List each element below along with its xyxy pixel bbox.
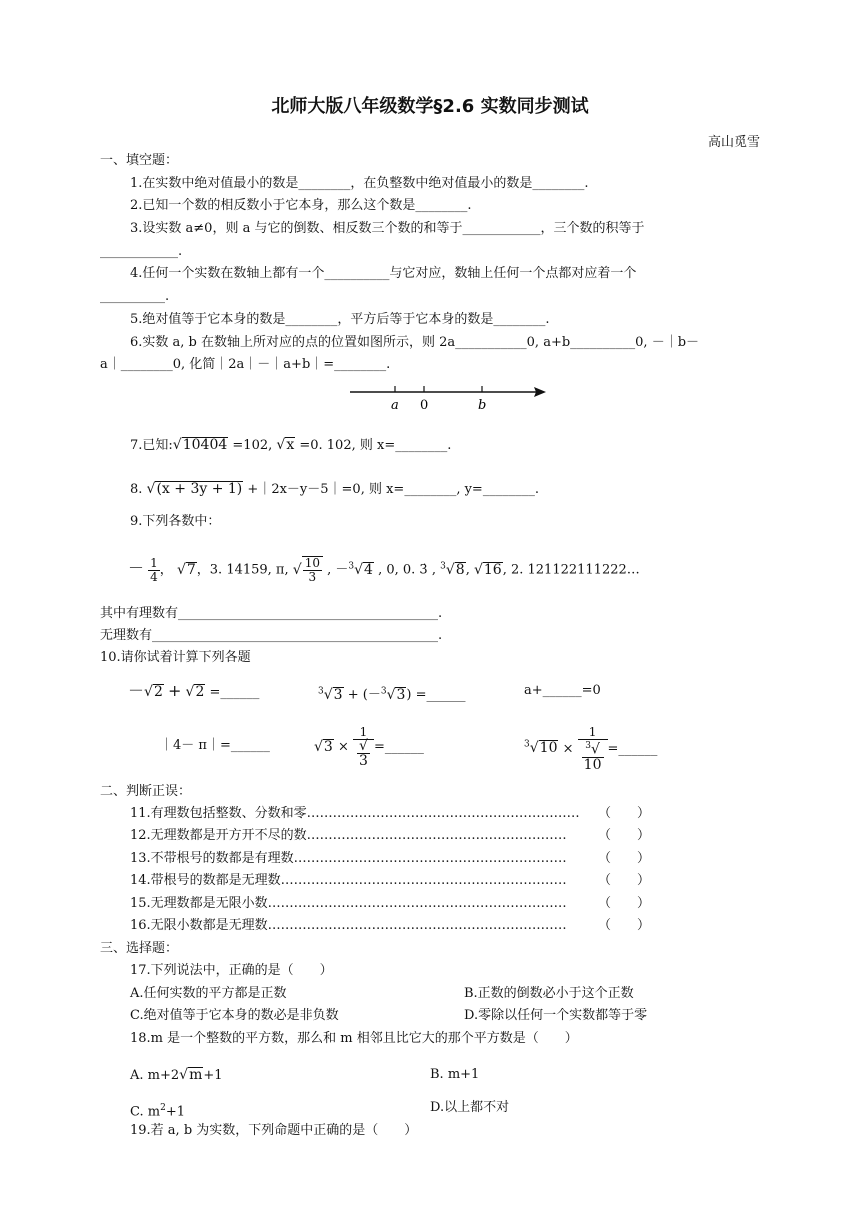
q9-sqrt-16: 16 [483,561,502,578]
true-false-item: 16.无限小数都是无理数…………………………………………………………… [130,918,567,933]
question-6: 6.实数 a, b 在数轴上所对应的点的位置如图所示，则 2a___________0, a+b__________0, －｜b－ [130,335,700,350]
answer-bracket[interactable]: （ ） [598,918,651,933]
q9-fraction-quarter: $\frac{1}{4}$ [150,555,158,584]
q8-radicand: (x + 3y + 1) [156,481,243,497]
question-17: 17.下列说法中，正确的是（ ） [130,963,333,978]
question-4-cont: __________. [100,289,170,304]
answer-bracket[interactable]: （ ） [598,806,651,821]
q7-radicand-2: x [286,437,295,453]
label-a: a [391,398,399,413]
question-19: 19.若 a, b 为实数，下列命题中正确的是（ ） [130,1123,418,1138]
q9-irrational-line: 无理数有____________________________________________. [100,628,443,643]
q10-expr-2: $^3$√3 + (－$^3$√3) =______ [318,686,466,703]
true-false-item: 13.不带根号的数都是有理数……………………………………………………… [130,851,567,866]
author: 高山觅雪 [707,135,760,150]
question-3: 3.设实数 a≠0，则 a 与它的倒数、相反数三个数的和等于____________，三个数的积等于 [130,221,645,236]
q9-sqrt-frac: $\frac{10}{3}$ [302,556,323,584]
q10-expr-1: －√2 + √2 =______ [128,681,260,700]
label-b: b [478,398,487,413]
question-7: 7.已知:√10404 =102, √x =0. 102, 则 x=________. [130,437,452,453]
q10-expr-3: a+______=0 [524,683,601,698]
question-1: 1.在实数中绝对值最小的数是________，在负整数中绝对值最小的数是________. [130,176,589,191]
question-5: 5.绝对值等于它本身的数是________，平方后等于它本身的数是________. [130,312,550,327]
q9-cbrt-8: 8 [455,561,465,578]
q9-cbrt-4: 4 [364,561,373,578]
q9-mid: , 0, 0. 3̇ , [378,562,436,578]
answer-bracket[interactable]: （ ） [598,873,651,888]
q18-option-b: B. m+1 [430,1067,480,1082]
q9-pi-part: ，3. 14159, π, [196,562,289,578]
q17-option-a: A.任何实数的平方都是正数 [130,986,287,1001]
q17-option-b: B.正数的倒数必小于这个正数 [464,986,634,1001]
question-8: 8. √(x + 3y + 1) +｜2x－y－5｜=0, 则 x=________, y=________. [130,481,539,497]
q9-cbrt4-pre: , － [327,562,349,578]
q17-option-c: C.绝对值等于它本身的数必是非负数 [130,1008,339,1023]
true-false-item: 11.有理数包括整数、分数和零……………………………………………………… [130,806,580,821]
q7-mid: =102, [232,438,273,453]
q18-option-a: A. m+2√m+1 [130,1067,223,1083]
q17-option-d: D.零除以任何一个实数都等于零 [464,1008,648,1023]
section-fill-in: 一、填空题： [100,153,179,168]
question-9: 9.下列各数中： [130,514,221,529]
label-zero: 0 [420,398,429,413]
question-4: 4.任何一个实数在数轴上都有一个__________与它对应，数轴上任何一个点都对应着一个 [130,266,637,281]
question-3-cont: ____________. [100,244,183,259]
q18-option-d: D.以上都不对 [430,1100,510,1115]
question-18: 18.m 是一个整数的平方数，那么和 m 相邻且比它大的那个平方数是（ ） [130,1031,578,1046]
q7-suffix: =0. 102, 则 x=________. [299,438,452,453]
answer-bracket[interactable]: （ ） [598,896,651,911]
true-false-item: 12.无理数都是开方开不尽的数…………………………………………………… [130,828,567,843]
page-title: 北师大版八年级数学§2.6 实数同步测试 [271,96,589,117]
q9-number-list: － $\frac{1}{4}$ ， √7，3. 14159, π, √ $\frac{10}{3}$ , －$^3$√4 , 0, 0. 3̇ , $^3$√8, √16, 2. 121122111222… [128,555,640,584]
q18-option-c: C. $m^2+1$ [130,1103,185,1120]
q8-suffix: +｜2x－y－5｜=0, 则 x=________, y=________. [247,482,539,497]
q10-expr-4: ｜4－ π｜=______ [160,738,270,753]
answer-bracket[interactable]: （ ） [598,828,651,843]
question-6-cont: a｜________0, 化简｜2a｜－｜a+b｜=________. [100,357,391,372]
answer-bracket[interactable]: （ ） [598,851,651,866]
section-true-false: 二、判断正误： [100,784,192,799]
section-choice: 三、选择题： [100,941,179,956]
q7-radicand-1: 10404 [182,437,228,453]
question-10: 10.请你试着计算下列各题 [100,650,251,665]
true-false-item: 15.无理数都是无限小数…………………………………………………………… [130,896,567,911]
q9-tail: , 2. 121122111222… [502,562,640,578]
number-line-figure [340,380,560,416]
true-false-item: 14.带根号的数都是无理数………………………………………………………… [130,873,567,888]
question-2: 2.已知一个数的相反数小于它本身，那么这个数是________. [130,198,472,213]
q9-minus: － [128,558,145,578]
q9-rational-line: 其中有理数有________________________________________. [100,606,443,621]
q10-expr-5: √3 × 1 √ 3 =______ [314,725,424,769]
q7-prefix: 7.已知: [130,438,173,453]
q10-expr-6: $^3$√10 × 1 $^3$√ 10 =______ [524,725,658,773]
q8-prefix: 8. [130,482,143,497]
q9-sqrt-7: 7 [186,561,196,578]
